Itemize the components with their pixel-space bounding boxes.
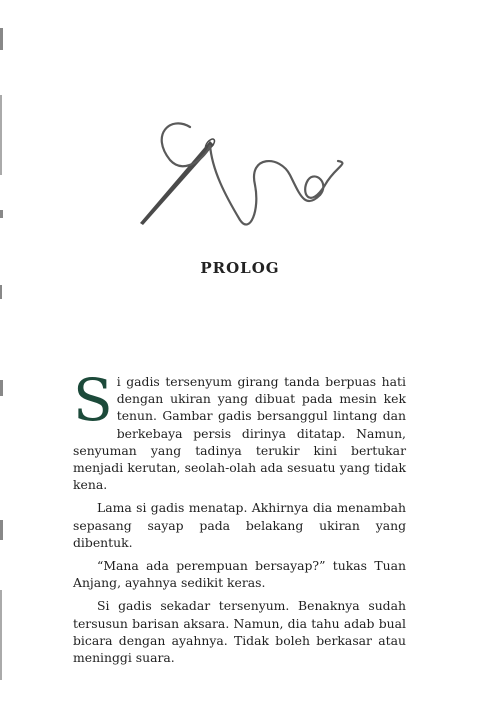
paragraph-1-text: i gadis tersenyum girang tanda berpuas hati dengan ukiran yang dibuat pada mesin kek tenun. Gambar gadis bersanggul lintang dan berkebaya persis dirinya ditatap. Namun, senyuman yang tadinya terukir kini bertukar menjadi kerutan, seolah-olah ada sesuatu yang tidak kena. [73, 374, 406, 493]
paragraph-4: Si gadis sekadar tersenyum. Benaknya sudah tersusun barisan aksara. Namun, dia tahu adab bual bicara dengan ayahnya. Tidak boleh berkasar atau meninggi suara. [73, 598, 406, 666]
paragraph-3: “Mana ada perempuan bersayap?” tukas Tuan Anjang, ayahnya sedikit keras. [73, 558, 406, 591]
drop-cap: S [73, 366, 113, 434]
paragraph-1 [73, 366, 406, 493]
needle-thread-icon [130, 115, 360, 235]
chapter-title: PROLOG [200, 259, 280, 277]
chapter-body [73, 366, 406, 672]
paragraph-2: Lama si gadis menatap. Akhirnya dia menambah sepasang sayap pada belakang ukiran yang dibentuk. [73, 500, 406, 550]
page-edge-marks [0, 0, 4, 711]
